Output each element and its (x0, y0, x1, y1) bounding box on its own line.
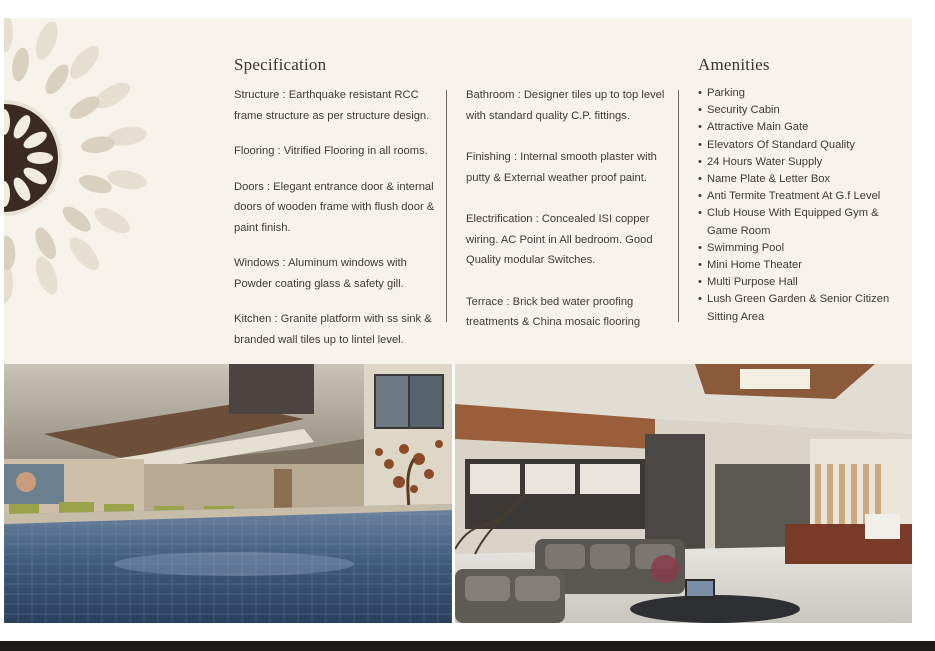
specification-column-2 (466, 85, 671, 348)
column-divider-1 (446, 90, 447, 322)
amenity-item: • Attractive Main Gate (698, 119, 893, 136)
amenity-item: • Elevators Of Standard Quality (698, 137, 893, 154)
bottom-bar (0, 641, 935, 651)
amenity-item: • Mini Home Theater (698, 257, 893, 274)
amenity-item: • Multi Purpose Hall (698, 274, 893, 291)
lounge-gym-photo (455, 364, 912, 623)
spec-windows: Windows : Aluminum windows with Powder coating glass & safety gill. (234, 257, 407, 290)
amenity-item: • Swimming Pool (698, 240, 893, 257)
amenity-item: • Club House With Equipped Gym & Game Room (698, 205, 893, 239)
spec-doors: Doors : Elegant entrance door & internal doors of wooden frame with flush door & paint finish. (234, 180, 435, 234)
amenities-list (698, 85, 893, 326)
amenities-heading: Amenities (698, 55, 770, 74)
amenity-item: • Anti Termite Treatment At G.f Level (698, 188, 893, 205)
amenity-item: • Parking (698, 85, 893, 102)
specification-panel (4, 18, 912, 364)
leaf-mandala-ornament (4, 18, 154, 308)
spec-finishing: Finishing : Internal smooth plaster with putty & External weather proof paint. (466, 151, 657, 184)
column-divider-2 (678, 90, 679, 322)
amenity-item: • Name Plate & Letter Box (698, 171, 893, 188)
swimming-pool-photo (4, 364, 452, 623)
specification-column-1 (234, 85, 439, 364)
spec-kitchen: Kitchen : Granite platform with ss sink & branded wall tiles up to lintel level. (234, 313, 432, 346)
spec-terrace: Terrace : Brick bed water proofing treatments & China mosaic flooring (466, 295, 641, 328)
spec-electrification: Electrification : Concealed ISI copper wiring. AC Point in All bedroom. Good Quality modular Switches. (466, 213, 653, 266)
spec-structure: Structure : Earthquake resistant RCC frame structure as per structure design. (234, 89, 430, 122)
amenity-item: • Lush Green Garden & Senior Citizen Sitting Area (698, 291, 893, 325)
specification-heading: Specification (234, 55, 327, 74)
amenity-item: • 24 Hours Water Supply (698, 154, 893, 171)
spec-bathroom: Bathroom : Designer tiles up to top level with standard quality C.P. fittings. (466, 89, 665, 122)
amenity-item: • Security Cabin (698, 102, 893, 119)
spec-flooring: Flooring : Vitrified Flooring in all rooms. (234, 145, 428, 157)
